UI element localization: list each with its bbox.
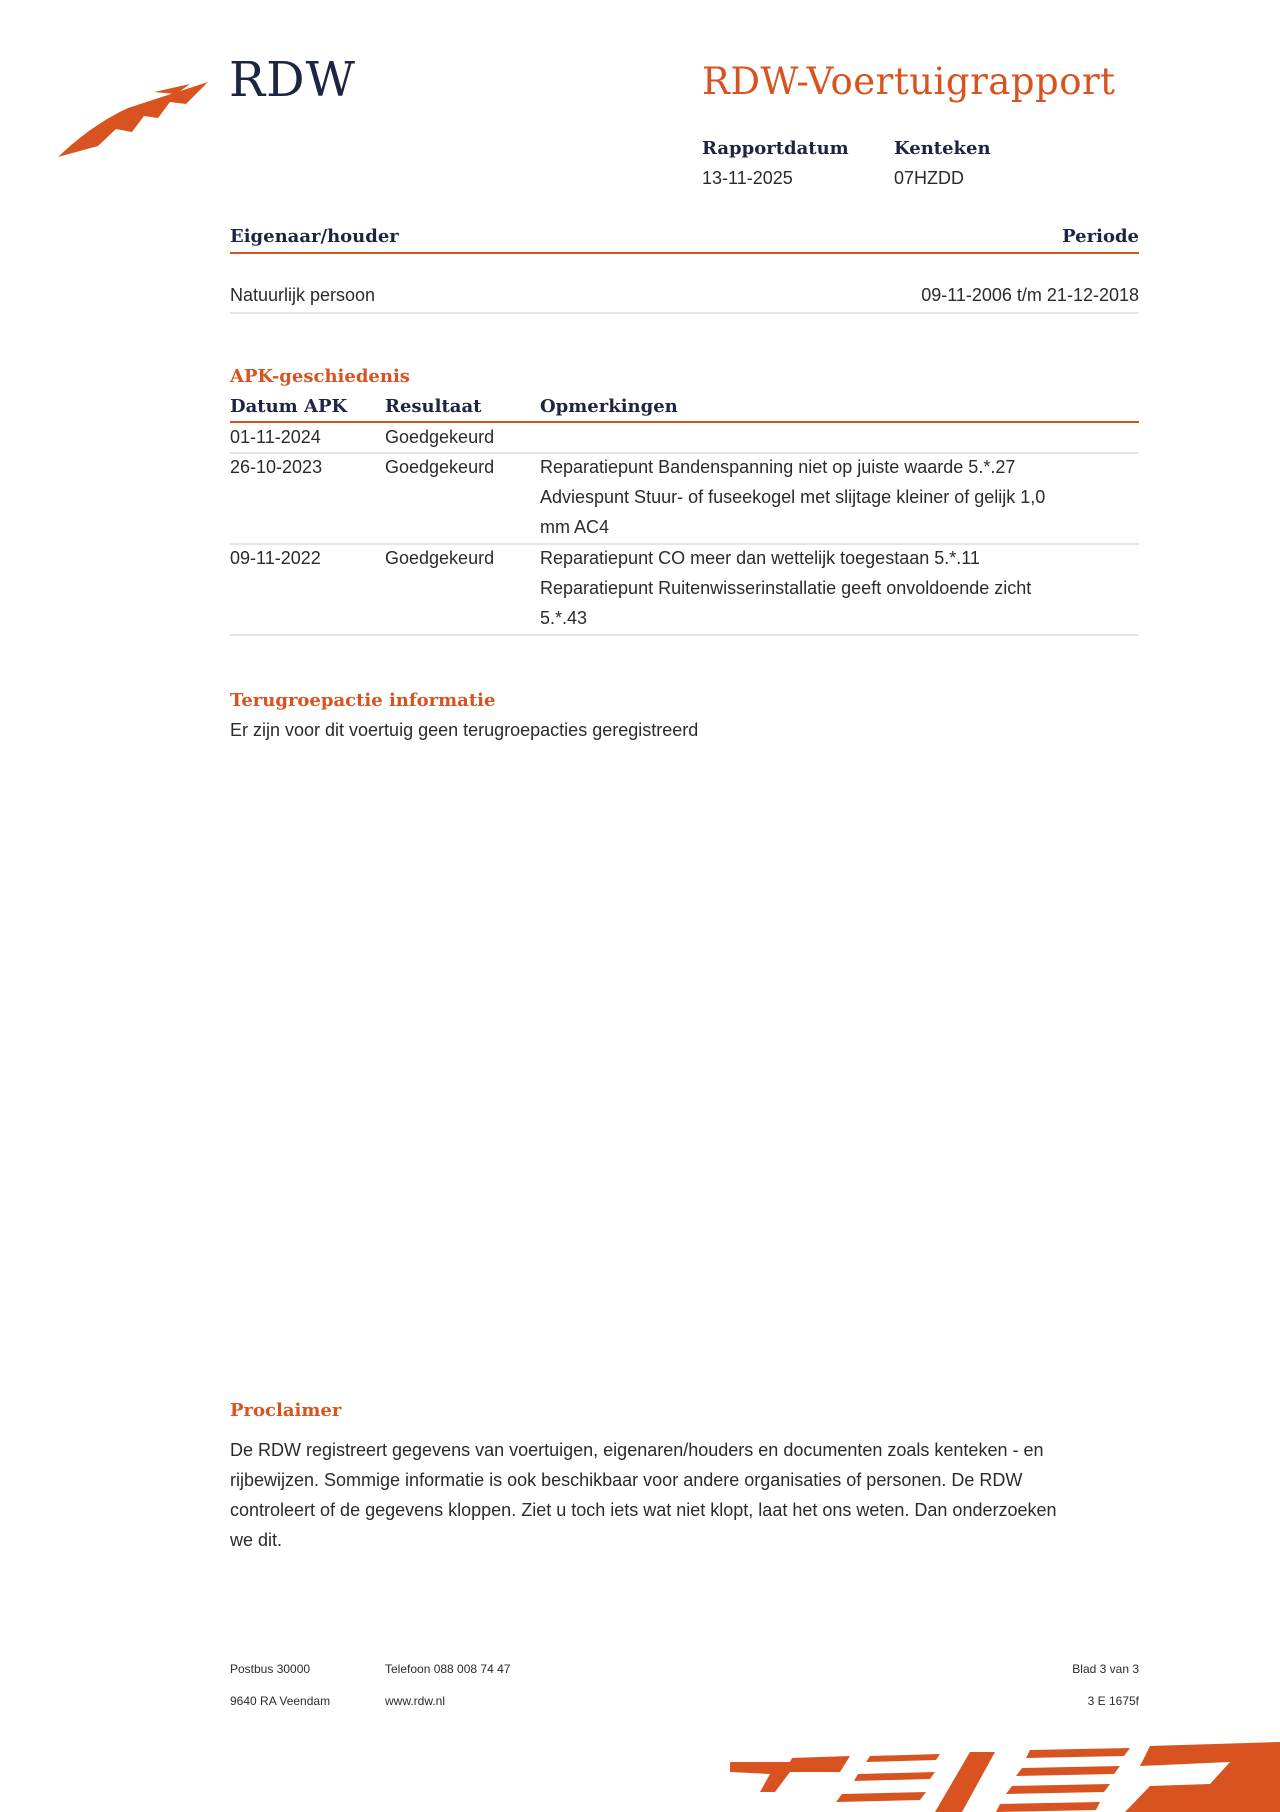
owner-type: Natuurlijk persoon [230, 285, 376, 305]
apk-result: Goedgekeurd [385, 548, 495, 568]
row-divider [230, 543, 1139, 545]
period-column-header: Periode [1062, 226, 1139, 247]
kenteken-label: Kenteken [894, 138, 991, 159]
owner-header-divider [230, 252, 1139, 254]
recall-text: Er zijn voor dit voertuig geen terugroepacties geregistreerd [230, 720, 699, 740]
owner-column-header: Eigenaar/houder [230, 226, 399, 247]
proclaimer-line: rijbewijzen. Sommige informatie is ook beschikbaar voor andere organisaties of personen. De RDW [230, 1470, 1023, 1490]
logo-text: RDW [229, 52, 356, 108]
proclaimer-line: we dit. [230, 1530, 283, 1550]
apk-remark: mm AC4 [540, 517, 610, 537]
row-divider [230, 634, 1139, 636]
proclaimer-title: Proclaimer [230, 1400, 342, 1421]
report-title: RDW-Voertuigrapport [702, 60, 1116, 103]
proclaimer-line: controleert of de gegevens kloppen. Ziet u toch iets wat niet klopt, laat het ons weten. Dan onderzoeken [230, 1500, 1057, 1520]
owner-period: 09-11-2006 t/m 21-12-2018 [921, 285, 1139, 305]
rdw-logo-icon [58, 82, 208, 162]
datum-column-header: Datum APK [230, 396, 348, 417]
apk-remark: Reparatiepunt Bandenspanning niet op juiste waarde 5.*.27 [540, 457, 1016, 477]
row-divider [230, 452, 1139, 454]
footer-document-code: 3 E 1675f [1087, 1694, 1139, 1708]
footer-postbus: Postbus 30000 [230, 1662, 311, 1676]
recall-section-title: Terugroepactie informatie [230, 690, 496, 711]
rapportdatum-value: 13-11-2025 [702, 168, 793, 188]
apk-date: 01-11-2024 [230, 427, 321, 447]
apk-header-divider [230, 421, 1139, 423]
row-divider [230, 312, 1139, 314]
footer-page-number: Blad 3 van 3 [1072, 1662, 1139, 1676]
opmerkingen-column-header: Opmerkingen [540, 396, 678, 417]
footer-phone: Telefoon 088 008 74 47 [385, 1662, 511, 1676]
resultaat-column-header: Resultaat [385, 396, 482, 417]
decorative-stripes-icon [730, 1742, 1280, 1812]
proclaimer-line: De RDW registreert gegevens van voertuigen, eigenaren/houders en documenten zoals kenteken - en [230, 1440, 1044, 1460]
apk-result: Goedgekeurd [385, 457, 495, 477]
apk-result: Goedgekeurd [385, 427, 495, 447]
apk-date: 26-10-2023 [230, 457, 323, 477]
apk-remark: 5.*.43 [540, 608, 588, 628]
apk-remark: Reparatiepunt CO meer dan wettelijk toegestaan 5.*.11 [540, 548, 980, 568]
footer-address: 9640 RA Veendam [230, 1694, 331, 1708]
apk-section-title: APK-geschiedenis [230, 366, 410, 387]
apk-remark: Reparatiepunt Ruitenwisserinstallatie geeft onvoldoende zicht [540, 578, 1032, 598]
rapportdatum-label: Rapportdatum [702, 138, 849, 159]
footer-website[interactable]: www.rdw.nl [385, 1694, 446, 1708]
kenteken-value: 07HZDD [894, 168, 965, 188]
apk-remark: Adviespunt Stuur- of fuseekogel met slijtage kleiner of gelijk 1,0 [540, 487, 1046, 507]
apk-date: 09-11-2022 [230, 548, 321, 568]
